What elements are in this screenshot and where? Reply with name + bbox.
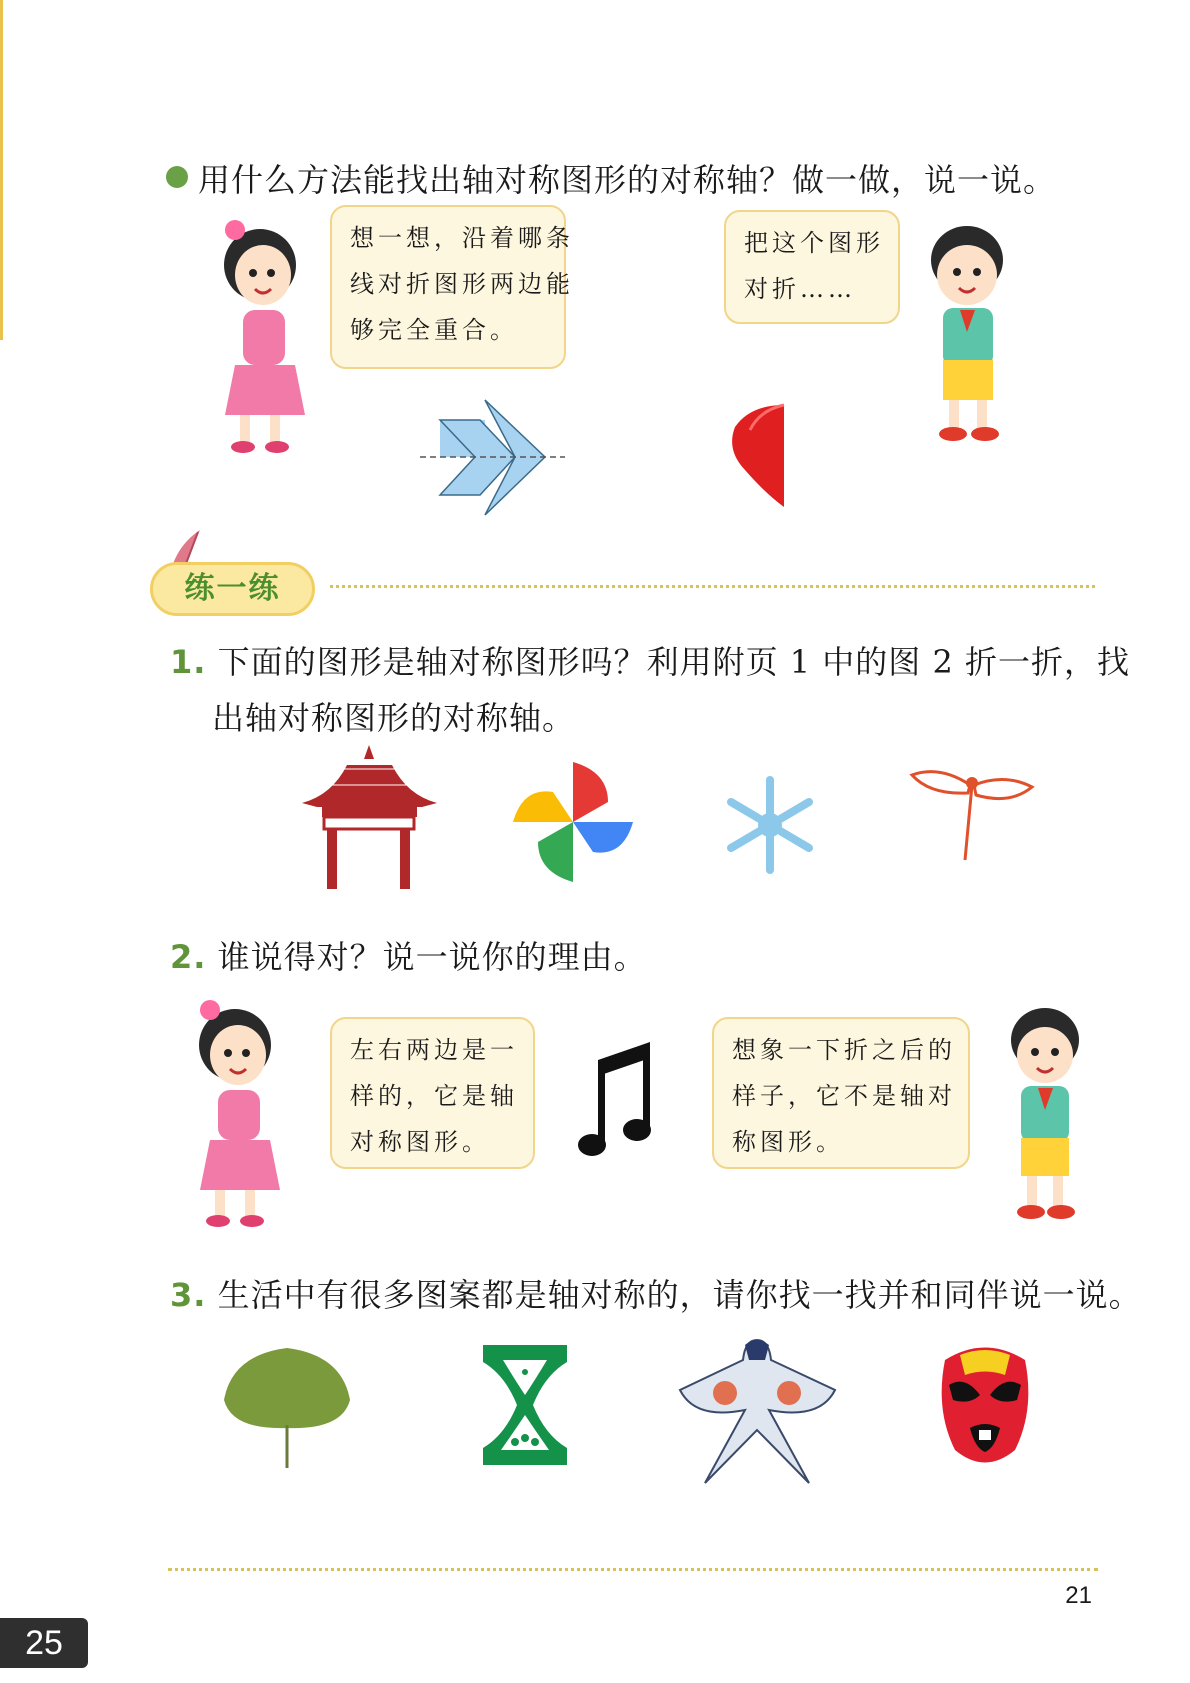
bubble-line: 想象一下折之后的 [732, 1036, 956, 1064]
girl-speech-bubble [330, 205, 574, 369]
double-arrow-shape [420, 395, 570, 520]
practice-badge: 练一练 [150, 562, 315, 616]
q2-number: 2. [170, 938, 207, 976]
bubble-line: 左右两边是一 [350, 1036, 518, 1064]
girl-illustration [180, 1005, 300, 1230]
opera-mask-figure [935, 1340, 1035, 1475]
dragonfly-figure [910, 765, 1035, 865]
bubble-line: 线对折图形两边能 [350, 270, 574, 298]
boy-speech-bubble [724, 210, 900, 324]
boy-illustration [995, 1000, 1095, 1230]
bubble-line: 够完全重合。 [350, 316, 518, 344]
page-number: 21 [1065, 1582, 1092, 1609]
q3-text: 生活中有很多图案都是轴对称的，请你找一找并和同伴说一说。 [217, 1276, 1142, 1314]
bubble-line: 想一想，沿着哪条 [350, 224, 574, 252]
bullet-icon [166, 166, 188, 188]
margin-rule [0, 0, 3, 340]
page-badge: 25 [0, 1618, 88, 1668]
ginkgo-leaf-figure [222, 1340, 352, 1470]
q3-line [170, 1270, 1142, 1316]
pinwheel-figure [508, 757, 638, 887]
girl-illustration [205, 225, 325, 455]
music-note-figure [578, 1040, 658, 1165]
section-divider [330, 585, 1095, 588]
snowflake-figure [725, 775, 815, 875]
half-heart-shape [730, 405, 790, 510]
boy-speech-bubble-2 [712, 1017, 970, 1169]
bubble-line: 把这个图形 [744, 229, 884, 257]
intro-question: 用什么方法能找出轴对称图形的对称轴？做一做，说一说。 [198, 161, 1057, 199]
q3-number: 3. [170, 1276, 207, 1314]
swallow-kite-figure [675, 1335, 840, 1485]
bubble-line: 样子，它不是轴对 [732, 1082, 956, 1110]
q1-number: 1. [170, 643, 207, 681]
q1-text: 下面的图形是轴对称图形吗？利用附页 1 中的图 2 折一折，找 [217, 643, 1131, 681]
hourglass-logo-figure [475, 1340, 575, 1470]
pavilion-figure [302, 745, 437, 890]
q2-line [170, 932, 647, 978]
boy-illustration [905, 220, 1035, 450]
bubble-line: 对称图形。 [350, 1128, 490, 1156]
bubble-line: 称图形。 [732, 1128, 844, 1156]
q2-text: 谁说得对？说一说你的理由。 [217, 938, 647, 976]
bubble-line: 样的，它是轴 [350, 1082, 518, 1110]
q1-line-1 [170, 637, 1130, 683]
q1-line-2: 出轴对称图形的对称轴。 [212, 699, 576, 737]
footer-divider [168, 1568, 1098, 1571]
bubble-line: 对折…… [744, 275, 856, 303]
girl-speech-bubble-2 [330, 1017, 535, 1169]
